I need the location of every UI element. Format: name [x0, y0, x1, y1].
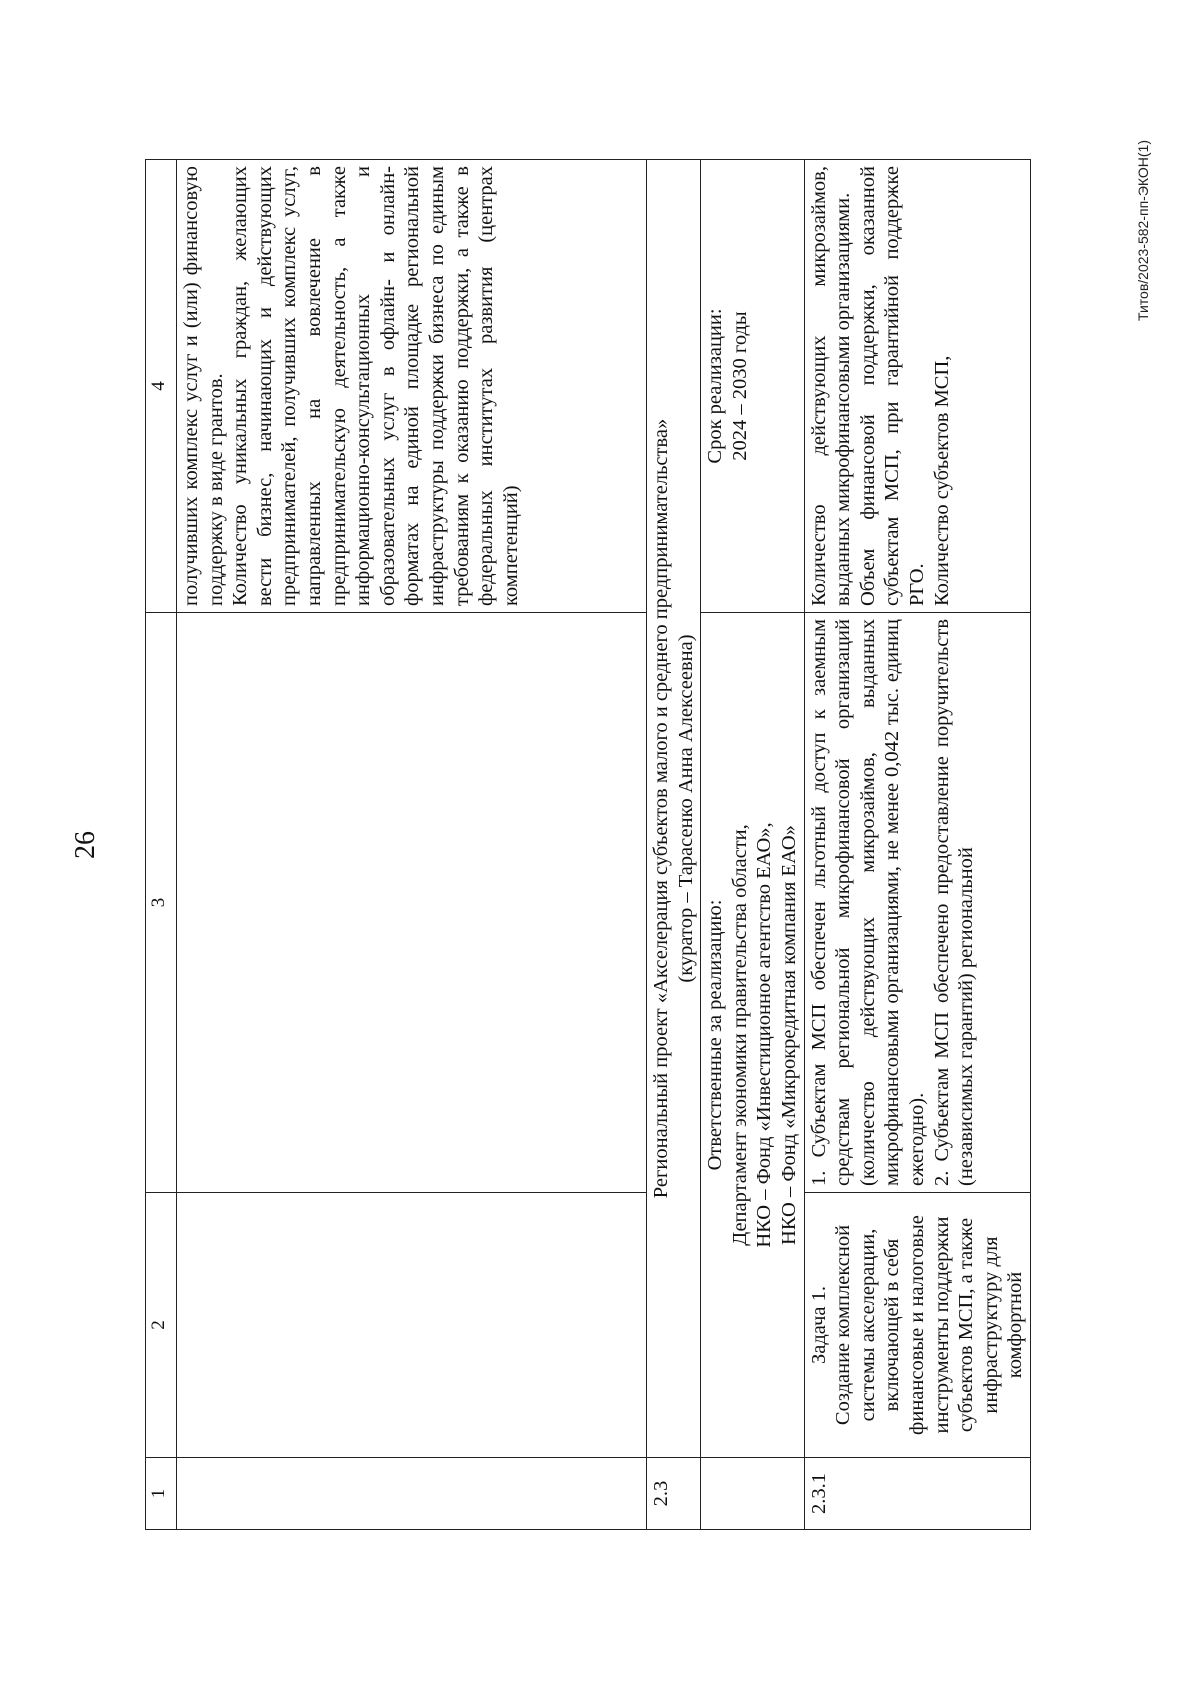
indicator-text-2: Количество уникальных граждан, желающих вести бизнес, начинающих и действующих предпринимателей, получивших комплекс услуг, направленных на вовлечение в предпринимательскую деятельность, а также информационно-консультационных и образовательных услуг в офлайн- и онлайн-форматах на единой площадке региональной инфраструктуры поддержки бизнеса по единым требованиям к оказанию поддержки, а также в федеральных институтах развития (центрах компетенций): [229, 166, 522, 606]
continuation-row: [177, 160, 647, 1530]
header-row: [146, 160, 177, 1530]
result-item: 2. Субъектам МСП обеспечено предоставление поручительств (независимых гарантий) региональной: [930, 619, 978, 1186]
project-title: Региональный проект «Акселерация субъектов малого и среднего предпринимательства»: [650, 418, 672, 1199]
result-item: 1. Субъектам МСП обеспечен льготный доступ к заемным средствам региональной микрофинансовой организаций (количество действующих микрозаймов, выданных микрофинансовыми организациями, не менее 0,042 тыс. единиц ежегодно).: [807, 619, 928, 1186]
indicator-text-1: получивших комплекс услуг и (или) финансовую поддержку в виде грантов.: [180, 166, 227, 606]
header-col-2: 2: [146, 1193, 177, 1458]
row-number: 2.3.1: [804, 1458, 1030, 1530]
row-number: 2.3: [647, 1458, 701, 1530]
header-col-4: 4: [146, 160, 177, 613]
indicator-cell: [177, 160, 647, 613]
project-curator: (куратор – Тарасенко Анна Алексеевна): [674, 634, 697, 983]
results-cell: [804, 613, 1030, 1193]
project-title-cell: [647, 160, 701, 1458]
responsible-label: Ответственные за реализацию:: [704, 899, 727, 1171]
document-footer: Титов/2023-582-пп-ЭКОН(1): [1135, 140, 1151, 321]
task-row: [804, 160, 1030, 1530]
term-label: Срок реализации:: [704, 308, 727, 464]
indicator-item: Объем финансовой поддержки, оказанной субъектам МСП, при гарантийной поддержке РГО.: [856, 166, 928, 606]
term-cell: [701, 160, 804, 613]
term-value: 2024 – 2030 годы: [728, 311, 751, 461]
responsible-line: НКО – Фонд «Инвестиционное агентство ЕАО»,: [753, 822, 776, 1248]
task-cell: [804, 1193, 1030, 1458]
page-number: 26: [70, 831, 101, 859]
responsible-cell: [701, 613, 804, 1458]
indicator-item: Количество действующих микрозаймов, выданных микрофинансовыми организациями.: [807, 166, 855, 606]
responsible-line: Департамент экономики правительства области,: [728, 824, 751, 1246]
indicator-item: Количество субъектов МСП,: [930, 355, 953, 606]
project-row: [647, 160, 701, 1530]
landscape-content: [20, 80, 1180, 1610]
responsible-row: [701, 160, 804, 1530]
header-col-1: 1: [146, 1458, 177, 1530]
task-text: Создание комплексной системы акселерации, включающей в себя финансовые и налоговые инструменты поддержки субъектов МСП, а также инфраструктуру для комфортной: [832, 1215, 1027, 1435]
responsible-line: НКО – Фонд «Микрокредитная компания ЕАО»: [777, 825, 800, 1245]
indicators-cell: [804, 160, 1030, 613]
task-label: Задача 1.: [807, 1286, 830, 1364]
program-table: [145, 159, 1031, 1530]
header-col-3: 3: [146, 613, 177, 1193]
